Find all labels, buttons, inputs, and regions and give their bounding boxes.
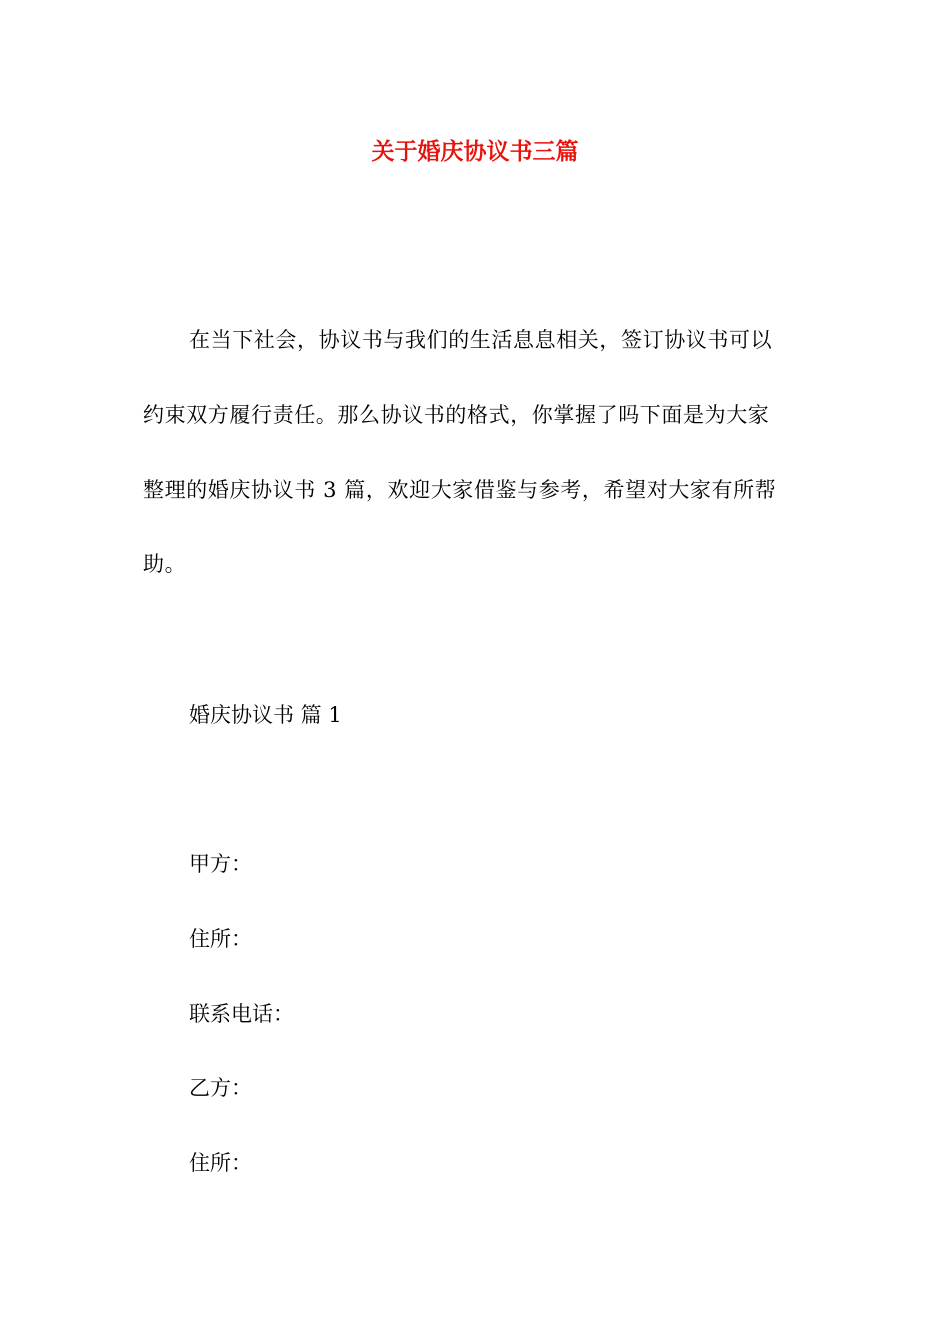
party-a-address-label: 住所： (189, 927, 252, 951)
party-b-label: 乙方： (189, 1076, 252, 1100)
section-heading: 婚庆协议书 篇 1 (189, 703, 342, 727)
intro-paragraph-line: 助。 (143, 552, 187, 576)
intro-paragraph-line: 整理的婚庆协议书 3 篇，欢迎大家借鉴与参考，希望对大家有所帮 (143, 478, 777, 502)
intro-paragraph-line: 约束双方履行责任。那么协议书的格式，你掌握了吗下面是为大家 (143, 403, 770, 427)
page-title: 关于婚庆协议书三篇 (371, 138, 579, 165)
party-a-phone-label: 联系电话： (189, 1002, 294, 1026)
party-a-label: 甲方： (189, 852, 252, 876)
intro-paragraph-line: 在当下社会，协议书与我们的生活息息相关，签订协议书可以 (189, 328, 773, 352)
party-b-address-label: 住所： (189, 1151, 252, 1175)
